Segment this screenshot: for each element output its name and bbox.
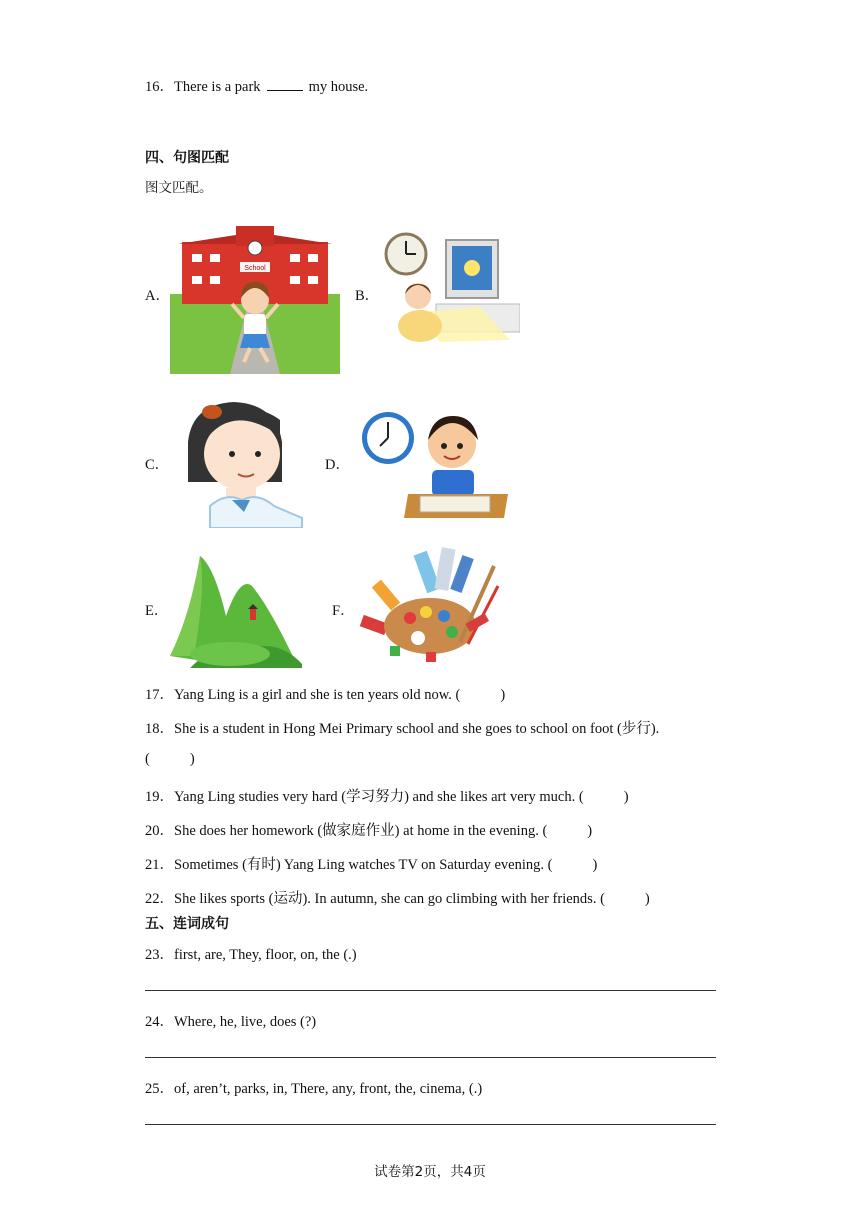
- school-girl-image: [170, 224, 340, 374]
- section-5-title: 五、连词成句: [145, 916, 229, 932]
- boy-watching-tv-image: [380, 232, 520, 347]
- mountains-image: [170, 546, 302, 668]
- question-18-open-paren: (: [145, 751, 150, 767]
- question-18-text: 18．She is a student in Hong Mei Primary school and she goes to school on foot (步行).: [145, 721, 660, 737]
- question-18-answer: [145, 751, 195, 768]
- question-22-text: 22．She likes sports (运动). In autumn, she can go climbing with her friends. (: [145, 891, 605, 907]
- option-d-label: D．: [325, 457, 350, 473]
- question-19: [145, 785, 629, 806]
- question-18: [145, 717, 659, 738]
- girl-portrait-image: [182, 402, 304, 528]
- page-footer: 试卷第2页，共4页: [374, 1164, 486, 1180]
- boy-doing-homework-image: [360, 410, 508, 520]
- option-f-label: F．: [332, 603, 355, 619]
- question-17-close-paren: ): [500, 687, 506, 703]
- question-19-close-paren: ): [623, 789, 629, 805]
- question-16-text-after: my house.: [308, 79, 369, 95]
- question-25-answer-line[interactable]: [145, 1124, 716, 1125]
- question-16-blank[interactable]: [267, 78, 303, 91]
- option-c-label: C．: [145, 457, 170, 473]
- art-supplies-image: [360, 546, 500, 668]
- option-a-label: A．: [145, 288, 170, 304]
- question-20-close-paren: ): [587, 823, 593, 839]
- question-20-text: 20．She does her homework (做家庭作业) at home in the evening. (: [145, 823, 548, 839]
- question-24-answer-line[interactable]: [145, 1057, 716, 1058]
- question-23-answer-line[interactable]: [145, 990, 716, 991]
- question-25: 25．of, aren’t, parks, in, There, any, front, the, cinema, (.): [145, 1081, 483, 1097]
- question-22: [145, 887, 650, 908]
- section-4-title: 四、句图匹配: [145, 150, 229, 166]
- question-16-text-before: 16．There is a park: [145, 79, 261, 95]
- question-22-close-paren: ): [644, 891, 650, 907]
- section-4-instruction: 图文匹配。: [145, 180, 213, 196]
- school-sign-text: School: [244, 265, 266, 272]
- question-23: 23．first, are, They, floor, on, the (.): [145, 947, 357, 963]
- question-16: [145, 75, 368, 96]
- question-17-text: 17．Yang Ling is a girl and she is ten years old now. (: [145, 687, 461, 703]
- question-18-close-paren: ): [189, 751, 195, 767]
- question-19-text: 19．Yang Ling studies very hard (学习努力) and she likes art very much. (: [145, 789, 584, 805]
- option-e-label: E．: [145, 603, 169, 619]
- question-21: [145, 853, 597, 874]
- question-20: [145, 819, 592, 840]
- question-21-text: 21．Sometimes (有时) Yang Ling watches TV on Saturday evening. (: [145, 857, 553, 873]
- option-b-label: B．: [355, 288, 380, 304]
- question-21-close-paren: ): [592, 857, 598, 873]
- question-24: 24．Where, he, live, does (?): [145, 1014, 317, 1030]
- question-17: [145, 683, 505, 704]
